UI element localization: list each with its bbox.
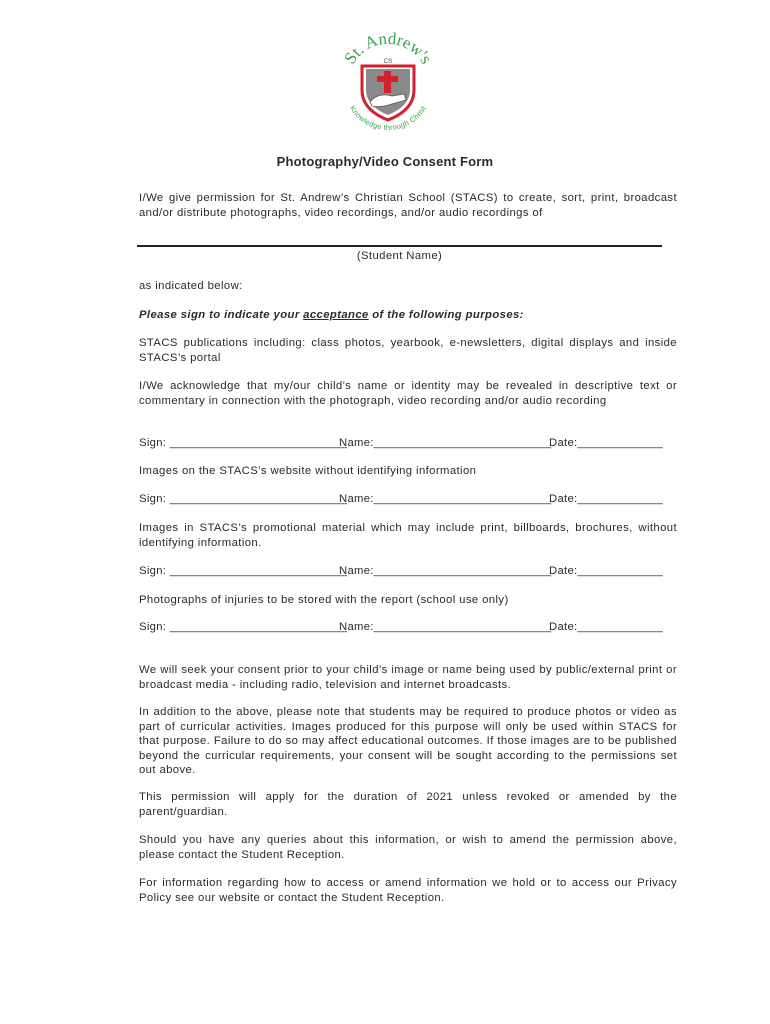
intro-paragraph: I/We give permission for St. Andrew’s Christian School (STACS) to create, sort, print, broadcast and/or distribute photographs, video recordings, and/or audio recordings of bbox=[139, 192, 677, 219]
signature-row-2 bbox=[139, 493, 679, 507]
instruction-post: of the following purposes: bbox=[368, 309, 524, 321]
date-field[interactable]: Date:_____________ bbox=[549, 493, 664, 505]
media-consent-paragraph: We will seek your consent prior to your child’s image or name being used by public/external print or broadcast media - including radio, television and internet broadcasts. bbox=[139, 664, 677, 691]
name-field[interactable]: Name:___________________________ bbox=[339, 621, 552, 633]
logo-school-name: St. Andrew's bbox=[340, 28, 436, 68]
school-logo bbox=[332, 26, 444, 138]
signature-row-4 bbox=[139, 621, 679, 635]
sign-field[interactable]: Sign: ___________________________ bbox=[139, 565, 348, 577]
form-title: Photography/Video Consent Form bbox=[276, 154, 494, 169]
duration-paragraph: This permission will apply for the duration of 2021 unless revoked or amended by the parent/guardian. bbox=[139, 791, 677, 818]
instruction-pre: Please sign to indicate your bbox=[139, 309, 304, 321]
curricular-paragraph: In addition to the above, please note that students may be required to produce photos or video as part of curricular activities. Images produced for this purpose will only be used within STACS for that purpose. Failure to do so may affect educational outcomes. If those images are to be published beyond the curricular requirements, your consent will be sought according to the permissions set out above. bbox=[139, 706, 677, 776]
privacy-paragraph: For information regarding how to access or amend information we hold or to access our Privacy Policy see our website or contact the Student Reception. bbox=[139, 877, 677, 904]
student-name-label: (Student Name) bbox=[356, 250, 443, 262]
student-name-line[interactable] bbox=[137, 245, 662, 247]
queries-paragraph: Should you have any queries about this information, or wish to amend the permission above, please contact the Student Reception. bbox=[139, 834, 677, 861]
instruction-emphasis: acceptance bbox=[303, 309, 369, 321]
purpose-4-text: Photographs of injuries to be stored with the report (school use only) bbox=[139, 594, 509, 606]
date-field[interactable]: Date:_____________ bbox=[549, 437, 664, 449]
purpose-2-text: Images on the STACS’s website without identifying information bbox=[139, 465, 477, 477]
signature-row-3 bbox=[139, 565, 679, 579]
sign-instruction bbox=[139, 308, 677, 323]
date-field[interactable]: Date:_____________ bbox=[549, 565, 664, 577]
as-indicated-text: as indicated below: bbox=[139, 280, 243, 292]
name-field[interactable]: Name:___________________________ bbox=[339, 565, 552, 577]
logo-shield-text: CS bbox=[383, 58, 393, 65]
date-field[interactable]: Date:_____________ bbox=[549, 621, 664, 633]
name-field[interactable]: Name:___________________________ bbox=[339, 493, 552, 505]
sign-field[interactable]: Sign: ___________________________ bbox=[139, 493, 348, 505]
name-field[interactable]: Name:___________________________ bbox=[339, 437, 552, 449]
shield-icon bbox=[362, 66, 414, 120]
logo-motto: Knowledge through Christ bbox=[348, 104, 428, 133]
signature-row-1 bbox=[139, 437, 679, 451]
sign-field[interactable]: Sign: ___________________________ bbox=[139, 621, 348, 633]
purpose-3-text: Images in STACS’s promotional material which may include print, billboards, brochures, without identifying information. bbox=[139, 522, 677, 549]
purpose-1-note: I/We acknowledge that my/our child’s name or identity may be revealed in descriptive text or commentary in connection with the photograph, video recording and/or audio recording bbox=[139, 380, 677, 407]
sign-field[interactable]: Sign: ___________________________ bbox=[139, 437, 348, 449]
purpose-1-text: STACS publications including: class photos, yearbook, e-newsletters, digital displays and inside STACS’s portal bbox=[139, 337, 677, 364]
